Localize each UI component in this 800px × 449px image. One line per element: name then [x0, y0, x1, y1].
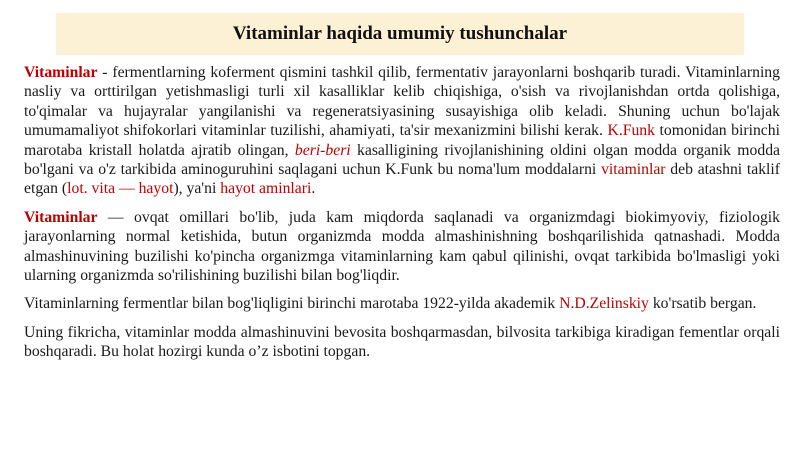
p1-text-4: deb atashni taklif etgan (	[24, 161, 781, 198]
term-kfunk: K.Funk	[607, 122, 655, 140]
p1-text-1: - fermentlarning koferment qismini tashkil qilib, fermentativ jarayonlarni boshqarib turadi. Vitaminlarning nasliy va orttirilgan yetishmasligi turli xil kasalliklar kelib chiqishiga, o'sish va rivojlanishdan ortda qolishiga, to'qimalar va hujayralar yangilanishi va regeneratsiyasining susayishiga olib keladi. Shuning uchun bo'lajak umumamaliyot shifokorlari vitaminlar tuzilishi, ahamiyati, ta'sir mexanizmini bilishi kerak.	[24, 64, 780, 140]
term-vitaminlar-inline: vitaminlar	[601, 161, 666, 179]
term-vitaminlar-2: Vitaminlar	[24, 208, 98, 226]
term-beriberi: beri-beri	[294, 141, 351, 159]
title-bar	[56, 13, 744, 55]
p3-text-2: ko'rsatib bergan.	[648, 295, 757, 313]
term-hayot-aminlari: hayot aminlari	[220, 180, 312, 198]
slide-title: Vitaminlar haqida umumiy tushunchalar	[232, 23, 568, 44]
p1-text-5: ), ya'ni	[173, 180, 221, 198]
slide-body	[24, 63, 780, 371]
term-vitaminlar: Vitaminlar	[24, 64, 98, 81]
p1-text-6: .	[311, 180, 316, 198]
p1-text-3: kasalligining rivojlanishining oldini olgan modda organik modda bo'lgani va o'z tarkibida aminoguruhini saqlagani uchun K.Funk bu noma'lum moddalarni	[24, 141, 780, 179]
term-zelinskiy: N.D.Zelinskiy	[559, 295, 649, 313]
p4-text: Uning fikricha, vitaminlar modda almashinuvini bevosita boshqarmasdan, bilvosita tarkibiga kiradigan fementlar orqali boshqaradi. Bu holat hozirgi kunda o’z isbotini topgan.	[24, 323, 780, 361]
p2-text: — ovqat omillari bo'lib, juda kam miqdorda saqlanadi va organizmdagi biokimyoviy, fiziologik jarayonlarning normal ketishida, butun organizmda modda almashinishning boshqarilishida qatnashadi. Modda almashinuvining buzilishi ko'pincha organizmga vitaminlarning kam qabul qilinishi, ovqat tarkibida bo'lmasligi yoki ularning organizmda so'rilishining buzilishi bilan bog'liqdir.	[24, 208, 780, 285]
p1-text-2: tomonidan birinchi marotaba kristall holatda ajratib olingan,	[24, 122, 780, 159]
paragraph-1	[24, 63, 780, 199]
paragraph-3	[24, 294, 780, 313]
paragraph-2	[24, 208, 780, 286]
p3-text-1: Vitaminlarning fermentlar bilan bog'liqligini birinchi marotaba 1922-yilda akademik	[24, 295, 560, 313]
term-latin: lot. vita — hayot	[67, 180, 174, 198]
paragraph-4	[24, 323, 780, 362]
